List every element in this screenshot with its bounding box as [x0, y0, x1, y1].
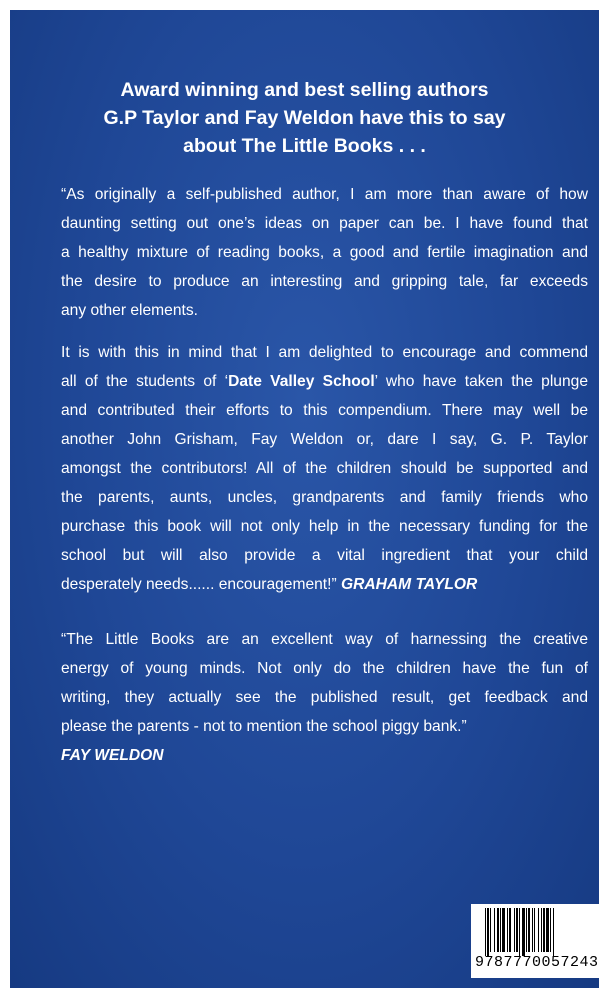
barcode-bar	[543, 908, 545, 952]
back-cover	[10, 10, 599, 988]
barcode-bar	[532, 908, 533, 952]
barcode-bar	[553, 908, 554, 956]
text-fragment: all of the students of ‘	[61, 373, 229, 390]
attribution-fay-weldon: FAY WELDON	[61, 747, 164, 764]
text-line: any other elements.	[61, 302, 198, 319]
text-line: another John Grisham, Fay Weldon or, dare I say, G. P. Taylor	[61, 431, 588, 448]
barcode-bar	[490, 908, 491, 952]
barcode-bar	[509, 908, 511, 952]
barcode-bar	[497, 908, 499, 952]
text-line: “The Little Books are an excellent way of harnessing the creative	[61, 631, 588, 648]
cover-heading	[10, 76, 599, 160]
text-line: please the parents - not to mention the school piggy bank.”	[61, 718, 467, 735]
text-line: purchase this book will not only help in the necessary funding for the	[61, 518, 588, 535]
heading-line-3: about The Little Books . . .	[183, 135, 426, 157]
isbn-right-digits: 057243	[541, 954, 599, 971]
text-fragment: ’ who have taken the plunge	[374, 373, 588, 390]
text-line: a healthy mixture of reading books, a good and fertile imagination and	[61, 244, 588, 261]
barcode-bar	[528, 908, 530, 952]
barcode-bar	[485, 908, 486, 956]
barcode-bar	[534, 908, 535, 952]
barcode-bars	[471, 904, 599, 956]
text-line: amongst the contributors! All of the children should be supported and	[61, 460, 588, 477]
attribution-graham-taylor: GRAHAM TAYLOR	[341, 576, 478, 593]
barcode-bar	[546, 908, 549, 952]
weldon-quote-paragraph	[61, 625, 588, 770]
barcode-bar	[550, 908, 551, 952]
isbn-first-digit: 9	[475, 954, 485, 971]
isbn-number	[471, 954, 599, 971]
text-fragment: desperately needs...... encouragement!”	[61, 576, 341, 593]
text-line: “As originally a self-published author, I am more than aware of how	[61, 186, 588, 203]
heading-line-1: Award winning and best selling authors	[120, 79, 489, 101]
isbn-left-digits: 787770	[484, 954, 542, 971]
barcode-bar	[487, 908, 489, 956]
text-line-school	[61, 367, 588, 396]
barcode-bar	[514, 908, 515, 952]
school-name: Date Valley School	[228, 373, 375, 390]
barcode-bar	[522, 908, 525, 956]
text-line: daunting setting out one’s ideas on paper can be. I have found that	[61, 215, 588, 232]
barcode-bar	[519, 908, 520, 956]
barcode-bar	[526, 908, 527, 952]
heading-line-2: G.P Taylor and Fay Weldon have this to say	[103, 107, 506, 129]
barcode-bar	[494, 908, 495, 952]
text-line-with-attribution	[61, 570, 588, 599]
barcode-bar	[507, 908, 508, 952]
taylor-quote-paragraph-2	[61, 338, 588, 599]
text-line: It is with this in mind that I am delighted to encourage and commend	[61, 344, 588, 361]
taylor-quote-paragraph-1	[61, 180, 588, 325]
text-line: energy of young minds. Not only do the children have the fun of	[61, 660, 588, 677]
text-line: writing, they actually see the published result, get feedback and	[61, 689, 588, 706]
barcode-bar	[502, 908, 505, 952]
barcode-bar	[500, 908, 501, 952]
barcode-bar	[516, 908, 518, 952]
barcode-bar	[541, 908, 542, 952]
text-line: the parents, aunts, uncles, grandparents and family friends who	[61, 489, 588, 506]
barcode-bar	[538, 908, 539, 952]
isbn-barcode	[471, 904, 599, 978]
text-line: school but will also provide a vital ingredient that your child	[61, 547, 588, 564]
text-line: and contributed their efforts to this compendium. There may well be	[61, 402, 588, 419]
text-line: the desire to produce an interesting and gripping tale, far exceeds	[61, 273, 588, 290]
